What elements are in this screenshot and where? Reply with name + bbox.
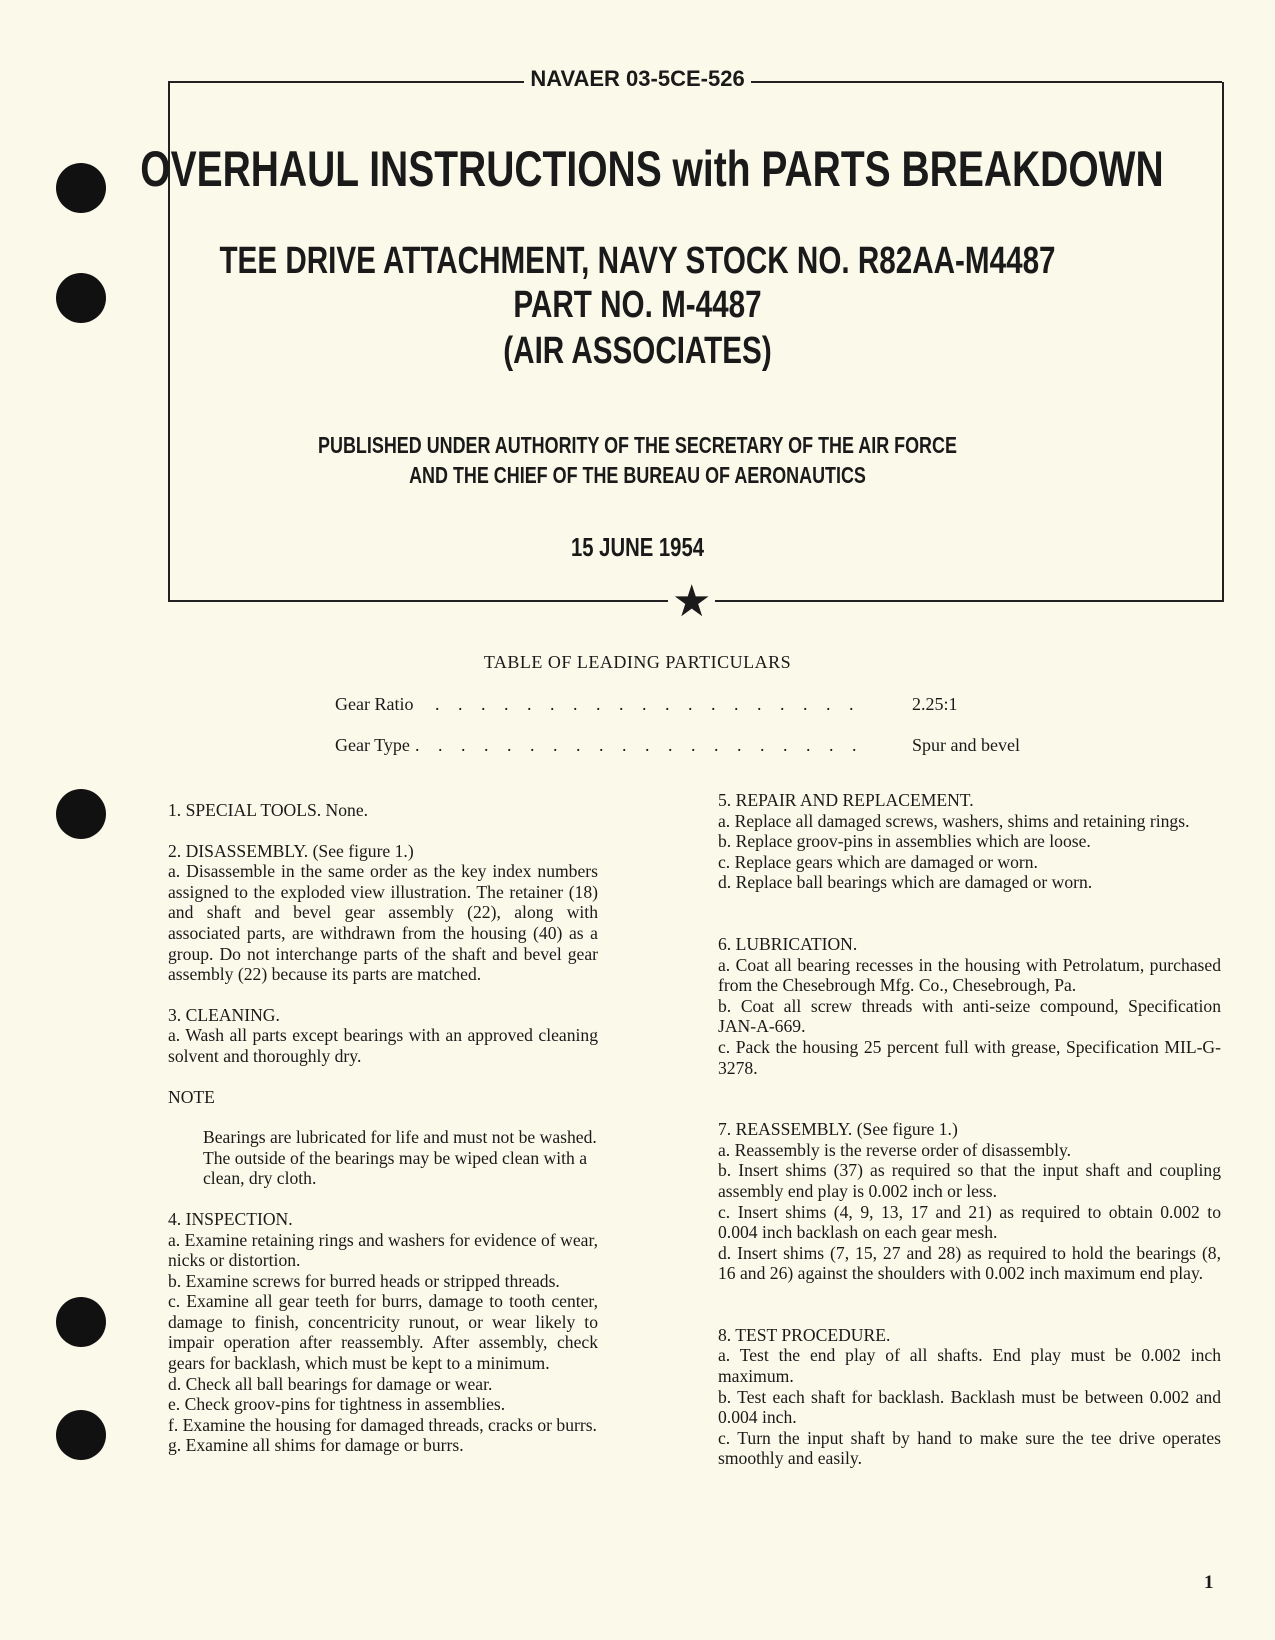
note-label: NOTE xyxy=(168,1086,215,1107)
section-4-item: a. Examine retaining rings and washers for evidence of wear, nicks or distortion. xyxy=(168,1229,598,1271)
section-5-item: d. Replace ball bearings which are damaged or worn. xyxy=(718,872,1093,893)
section-5-item: c. Replace gears which are damaged or worn. xyxy=(718,851,1038,872)
binder-hole xyxy=(56,1410,106,1460)
particular-label: Gear Type xyxy=(335,735,410,755)
note-text: Bearings are lubricated for life and must not be washed. The outside of the bearings may be wiped clean with a clean, dry cloth. xyxy=(203,1127,597,1189)
publication-date: 15 JUNE 1954 xyxy=(570,532,705,562)
section-7-item: c. Insert shims (4, 9, 13, 17 and 21) as required to obtain 0.002 to 0.004 inch backlash on each gear mesh. xyxy=(718,1201,1221,1243)
section-2-item: a. Disassemble in the same order as the key index numbers assigned to the exploded view illustration. The retainer (18) and shaft and bevel gear assembly (22), along with associated parts, are withdrawn from the housing (40) as a group. Do not interchange parts of the shaft and bevel gear assembly (22) because its parts are matched. xyxy=(168,861,598,985)
section-1-heading: 1. SPECIAL TOOLS. None. xyxy=(168,800,369,820)
binder-hole xyxy=(56,163,106,213)
subtitle-line-2: PART NO. M-4487 xyxy=(513,284,762,326)
section-4-item: f. Examine the housing for damaged threads, cracks or burrs. xyxy=(168,1414,597,1435)
leader-dots: . . . . . . . . . . . . . . . . . . . xyxy=(435,694,861,714)
section-4-item: e. Check groov-pins for tightness in assemblies. xyxy=(168,1394,506,1415)
section-5-heading: 5. REPAIR AND REPLACEMENT. xyxy=(718,790,974,810)
section-7-item: d. Insert shims (7, 15, 27 and 28) as required to hold the bearings (8, 16 and 26) against the shoulders with 0.002 inch maximum end play. xyxy=(718,1242,1221,1284)
particular-value: Spur and bevel xyxy=(912,735,1020,755)
authority-line-1: PUBLISHED UNDER AUTHORITY OF THE SECRETARY OF THE AIR FORCE xyxy=(318,432,957,458)
binder-hole xyxy=(56,789,106,839)
section-4-item: d. Check all ball bearings for damage or wear. xyxy=(168,1373,493,1394)
binder-hole xyxy=(56,273,106,323)
section-6-item: c. Pack the housing 25 percent full with grease, Specification MIL-G-3278. xyxy=(718,1036,1221,1078)
particular-value: 2.25:1 xyxy=(912,694,958,714)
section-8-item: b. Test each shaft for backlash. Backlash must be between 0.002 and 0.004 inch. xyxy=(718,1386,1221,1428)
section-4-item: g. Examine all shims for damage or burrs. xyxy=(168,1435,464,1456)
page-number: 1 xyxy=(1204,1572,1214,1593)
right-column xyxy=(718,790,1221,1469)
authority-line-2: AND THE CHIEF OF THE BUREAU OF AERONAUTICS xyxy=(409,462,866,488)
section-3-item: a. Wash all parts except bearings with an approved cleaning solvent and thoroughly dry. xyxy=(168,1025,598,1066)
section-6-item: b. Coat all screw threads with anti-seize compound, Specification JAN-A-669. xyxy=(718,995,1221,1037)
section-7-heading: 7. REASSEMBLY. (See figure 1.) xyxy=(718,1119,958,1140)
particular-label: Gear Ratio xyxy=(335,694,414,714)
section-4-item: c. Examine all gear teeth for burrs, damage to tooth center, damage to finish, concentricity runout, or wear likely to impair operation after reassembly. After assembly, check gears for backlash, which must be kept to a minimum. xyxy=(168,1291,598,1374)
section-6-item: a. Coat all bearing recesses in the housing with Petrolatum, purchased from the Chesebrough Mfg. Co., Chesebrough, Pa. xyxy=(718,954,1221,996)
section-6-heading: 6. LUBRICATION. xyxy=(718,933,858,954)
particulars-row xyxy=(335,735,1020,756)
document-title: OVERHAUL INSTRUCTIONS with PARTS BREAKDOWN xyxy=(140,141,1164,197)
binder-hole xyxy=(56,1297,106,1347)
star-icon: ★ xyxy=(668,580,715,624)
section-4-heading: 4. INSPECTION. xyxy=(168,1208,293,1229)
section-2-heading: 2. DISASSEMBLY. (See figure 1.) xyxy=(168,840,414,861)
section-3-heading: 3. CLEANING. xyxy=(168,1004,280,1025)
leader-dots: . . . . . . . . . . . . . . . . . . . . xyxy=(415,735,864,755)
section-4-item: b. Examine screws for burred heads or stripped threads. xyxy=(168,1270,560,1291)
particulars-row xyxy=(335,694,958,715)
section-7-item: b. Insert shims (37) as required so that the input shaft and coupling assembly end play is 0.002 inch or less. xyxy=(718,1160,1221,1201)
section-7-item: a. Reassembly is the reverse order of disassembly. xyxy=(718,1139,1072,1160)
left-column xyxy=(168,800,598,1456)
section-5-item: a. Replace all damaged screws, washers, shims and retaining rings. xyxy=(718,810,1190,831)
section-8-item: a. Test the end play of all shafts. End play must be 0.002 inch maximum. xyxy=(718,1345,1221,1387)
section-8-item: c. Turn the input shaft by hand to make sure the tee drive operates smoothly and easily. xyxy=(718,1427,1221,1469)
particulars-heading: TABLE OF LEADING PARTICULARS xyxy=(483,652,792,672)
subtitle-line-1: TEE DRIVE ATTACHMENT, NAVY STOCK NO. R82AA-M4487 xyxy=(219,240,1056,282)
section-5-item: b. Replace groov-pins in assemblies which are loose. xyxy=(718,831,1091,852)
subtitle-line-3: (AIR ASSOCIATES) xyxy=(503,330,772,372)
document-number: NAVAER 03-5CE-526 xyxy=(0,66,1275,92)
section-8-heading: 8. TEST PROCEDURE. xyxy=(718,1324,891,1345)
